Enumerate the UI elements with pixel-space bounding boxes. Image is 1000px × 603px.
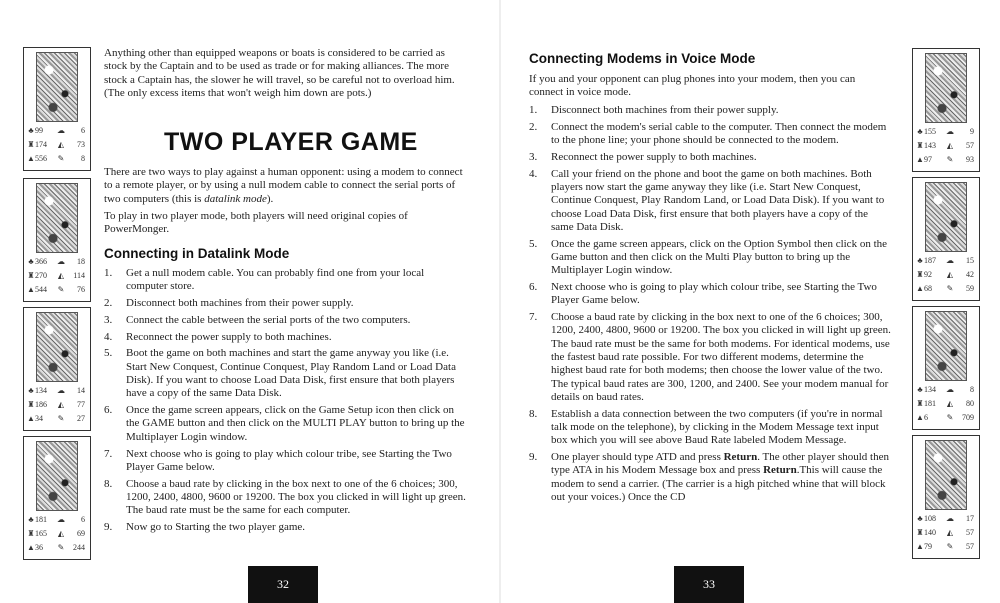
tool-icon: ✎ xyxy=(57,154,65,163)
panel-stats: ♣ 366 ☁ 18 ♜ 270 ◭ 114 ▲ 544 ✎ 76 xyxy=(27,255,87,297)
map-panel-7 xyxy=(912,306,980,430)
captain-icon: ♜ xyxy=(27,400,35,409)
sheep-icon: ☁ xyxy=(57,515,65,524)
captain-icon: ♜ xyxy=(916,141,924,150)
map-panel-8 xyxy=(912,435,980,559)
datalink-steps xyxy=(104,267,466,538)
person-icon: ♣ xyxy=(28,386,34,395)
captain-icon: ♜ xyxy=(27,140,35,149)
food-icon: ◭ xyxy=(946,399,954,408)
tool-icon: ✎ xyxy=(57,285,65,294)
tent-icon: ▲ xyxy=(27,285,35,294)
tent-icon: ▲ xyxy=(916,542,924,551)
tool-icon: ✎ xyxy=(946,284,954,293)
terrain-map-thumbnail xyxy=(36,312,78,382)
right-page xyxy=(500,0,1000,603)
person-icon: ♣ xyxy=(917,385,923,394)
intro-paragraph: Anything other than equipped weapons or boats is considered to be carried as stock by the Captain and to be used as trade or for making alliances. The more stock a Captain has, the slower he will travel, so be careful not to overload him. (The only excess items that won't weigh him down are pots.) xyxy=(104,47,455,99)
panel-stats: ♣ 155 ☁ 9 ♜ 143 ◭ 57 ▲ 97 ✎ 93 xyxy=(916,125,976,167)
list-item: 5. Once the game screen appears, click on the Option Symbol then click on the Game button and then click on the Multi Play button to bring up the Multiplayer Login window. xyxy=(529,237,888,277)
captain-icon: ♜ xyxy=(916,399,924,408)
list-item: 6. Next choose who is going to play which colour tribe, see Starting the Two Player Game below. xyxy=(529,281,877,307)
tent-icon: ▲ xyxy=(27,414,35,423)
list-item: 2. Connect the modem's serial cable to the computer. Then connect the modem to the phone line; your phone should be connected to the modem. xyxy=(529,120,887,147)
sheep-icon: ☁ xyxy=(946,514,954,523)
terrain-map-thumbnail xyxy=(36,52,78,122)
captain-icon: ♜ xyxy=(27,529,35,538)
tent-icon: ▲ xyxy=(916,413,924,422)
map-panel-1 xyxy=(23,47,91,171)
page-number: 32 xyxy=(248,566,318,603)
tent-icon: ▲ xyxy=(916,155,924,164)
food-icon: ◭ xyxy=(57,140,65,149)
list-item: 4. Call your friend on the phone and boot the game on both machines. Both players now start the game anyway they like (i.e. Start New Conquest, Continue Conquest, Play Random Land, or Load Data Disk). If you want to choose Load Data Disk, first ensure that both players have a copy of the same Data Disk. xyxy=(529,167,885,233)
food-icon: ◭ xyxy=(946,528,954,537)
list-item: 9. One player should type ATD and press Return. The other player should then type ATA in his Modem Message box and press Return.This will cause the modem to send a carrier. (The carrier is a high pitched whine that will block out your voices.) Once the CD xyxy=(529,451,889,504)
map-panel-3 xyxy=(23,307,91,431)
voice-mode-intro: If you and your opponent can plug phones into your modem, then you can connect in voice mode. xyxy=(529,73,856,99)
list-item: 9. Now go to Starting the two player game. xyxy=(104,521,306,534)
map-panel-6 xyxy=(912,177,980,301)
tent-icon: ▲ xyxy=(27,154,35,163)
person-icon: ♣ xyxy=(917,127,923,136)
person-icon: ♣ xyxy=(28,257,34,266)
list-item: 1. Get a null modem cable. You can probably find one from your local computer store. xyxy=(104,267,425,293)
sheep-icon: ☁ xyxy=(946,127,954,136)
tent-icon: ▲ xyxy=(916,284,924,293)
tool-icon: ✎ xyxy=(57,543,65,552)
terrain-map-thumbnail xyxy=(925,311,967,381)
tool-icon: ✎ xyxy=(57,414,65,423)
tool-icon: ✎ xyxy=(946,542,954,551)
sheep-icon: ☁ xyxy=(57,126,65,135)
panel-stats: ♣ 187 ☁ 15 ♜ 92 ◭ 42 ▲ 68 ✎ 59 xyxy=(916,254,976,296)
voice-mode-steps xyxy=(529,104,891,508)
sheep-icon: ☁ xyxy=(57,257,65,266)
panel-stats: ♣ 134 ☁ 14 ♜ 186 ◭ 77 ▲ 34 ✎ 27 xyxy=(27,384,87,426)
page-title: TWO PLAYER GAME xyxy=(164,128,418,156)
food-icon: ◭ xyxy=(946,270,954,279)
panel-stats: ♣ 134 ☁ 8 ♜ 181 ◭ 80 ▲ 6 ✎ 709 xyxy=(916,383,976,425)
list-item: 1. Disconnect both machines from their power supply. xyxy=(529,104,779,116)
two-player-description: There are two ways to play against a human opponent: using a modem to connect to a remote player, or by using a null modem cable to connect the serial ports of two computers (this is datalink mode). To play in two player mode, both players will need original copies of PowerMonger. xyxy=(104,166,463,236)
list-item: 8. Choose a baud rate by clicking in the box next to one of the 6 choices; 300, 1200, 2400, 4800, 9600 or 19200. The box you clicked in will light up green. The baud rate must be the same for each computer. xyxy=(104,477,466,517)
terrain-map-thumbnail xyxy=(36,183,78,253)
list-item: 6. Once the game screen appears, click on the Game Setup icon then click on the GAME button and then click on the MULTI PLAY button to bring up the Multiplayer Login window. xyxy=(104,404,465,443)
terrain-map-thumbnail xyxy=(925,440,967,510)
sheep-icon: ☁ xyxy=(57,386,65,395)
voice-mode-heading: Connecting Modems in Voice Mode xyxy=(529,51,756,66)
terrain-map-thumbnail xyxy=(925,182,967,252)
person-icon: ♣ xyxy=(917,514,923,523)
tool-icon: ✎ xyxy=(946,155,954,164)
person-icon: ♣ xyxy=(917,256,923,265)
captain-icon: ♜ xyxy=(27,271,35,280)
map-panel-2 xyxy=(23,178,91,302)
list-item: 4. Reconnect the power supply to both machines. xyxy=(104,330,332,343)
map-panel-5 xyxy=(912,48,980,172)
list-item: 7. Next choose who is going to play which colour tribe, see Starting the Two Player Game below. xyxy=(104,447,452,473)
food-icon: ◭ xyxy=(57,400,65,409)
food-icon: ◭ xyxy=(946,141,954,150)
captain-icon: ♜ xyxy=(916,270,924,279)
person-icon: ♣ xyxy=(28,515,34,524)
terrain-map-thumbnail xyxy=(925,53,967,123)
tent-icon: ▲ xyxy=(27,543,35,552)
terrain-map-thumbnail xyxy=(36,441,78,511)
panel-stats: ♣ 108 ☁ 17 ♜ 140 ◭ 57 ▲ 79 ✎ 57 xyxy=(916,512,976,554)
panel-stats: ♣ 181 ☁ 6 ♜ 165 ◭ 69 ▲ 36 ✎ 244 xyxy=(27,513,87,555)
page-number: 33 xyxy=(674,566,744,603)
list-item: 5. Boot the game on both machines and start the game anyway you like (i.e. Start New Conquest, Continue Conquest, Play Random Land or Load Data Disk). If you want to choose Load Data Disk, first ensure that both players have a copy of the same Data Disk. xyxy=(104,347,456,400)
panel-stats: ♣ 99 ☁ 6 ♜ 174 ◭ 73 ▲ 556 ✎ 8 xyxy=(27,124,87,166)
person-icon: ♣ xyxy=(28,126,34,135)
food-icon: ◭ xyxy=(57,529,65,538)
list-item: 7. Choose a baud rate by clicking in the box next to one of the 6 choices; 300, 1200, 2400, 4800, 9600 or 19200. The box you clicked in will light up green. The baud rate must be the same for both modems. For identical modems, use the fastest baud rate possible. For two different modems, determine the highest baud rate for both modems; then choose the lower value of the two. The typical baud rates are 300, 1200, and 2400. See your modem manual for details on baud rates. xyxy=(529,311,891,403)
list-item: 3. Reconnect the power supply to both machines. xyxy=(529,150,757,163)
datalink-heading: Connecting in Datalink Mode xyxy=(104,246,290,261)
food-icon: ◭ xyxy=(57,271,65,280)
list-item: 8. Establish a data connection between the two computers (if you're in normal talk mode on the telephone), by clicking in the Modem Message text input box which you will see above Baud Rate labeled Modem Message. xyxy=(529,407,883,447)
tool-icon: ✎ xyxy=(946,413,954,422)
captain-icon: ♜ xyxy=(916,528,924,537)
sheep-icon: ☁ xyxy=(946,256,954,265)
sheep-icon: ☁ xyxy=(946,385,954,394)
list-item: 3. Connect the cable between the serial ports of the two computers. xyxy=(104,313,411,326)
list-item: 2. Disconnect both machines from their power supply. xyxy=(104,297,354,310)
map-panel-4 xyxy=(23,436,91,560)
